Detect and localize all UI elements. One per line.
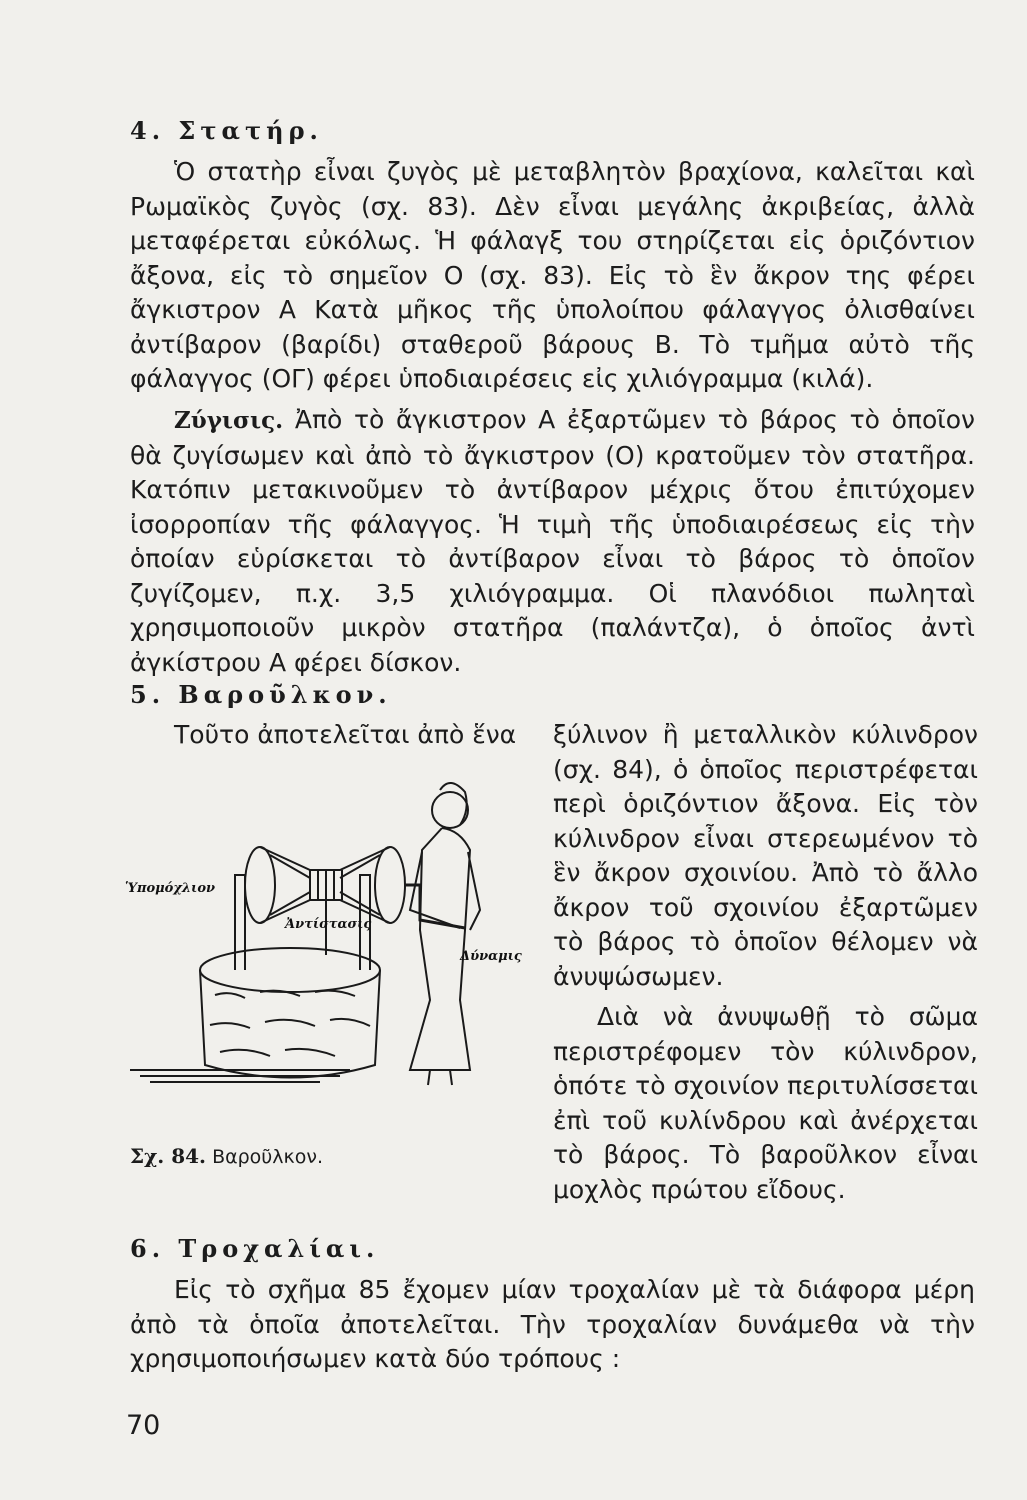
section-5-lead: Τοῦτο ἀποτελεῖται ἀπὸ ἕνα: [174, 720, 517, 749]
section-6-heading: 6. Τροχαλίαι.: [130, 1234, 380, 1263]
figure-84-caption: [130, 1144, 323, 1168]
resistance-label: Ἀντίστασις: [285, 917, 372, 932]
section-5-heading: 5. Βαροῦλκον.: [130, 680, 392, 709]
force-label: Δύναμις: [460, 949, 522, 964]
zygisis-label: Ζύγισις.: [174, 407, 284, 434]
zygisis-text: Ἀπὸ τὸ ἄγκιστρον Α ἐξαρτῶμεν τὸ βάρος τὸ ὁποῖον θὰ ζυγίσωμεν καὶ ἀπὸ τὸ ἄγκιστρον (Ο) κρατοῦμεν τὸν στατῆρα. Κατόπιν μετακινοῦμεν τὸ ἀντίβαρον μέχρις ὅτου ἐπιτύχομεν ἰσορροπίαν τῆς φάλαγγος. Ἡ τιμὴ τῆς ὑποδιαιρέσεως εἰς τὴν ὁποίαν εὑρίσκεται τὸ ἀντίβαρον εἶναι τὸ βάρος τὸ ὁποῖον ζυγίζομεν, π.χ. 3,5 χιλιόγραμμα. Οἱ πλανόδιοι πωληταὶ χρησιμοποιοῦν μικρὸν στατῆρα (παλάντζα), ὁ ὁποῖος ἀντὶ ἀγκίστρου Α φέρει δίσκον.: [130, 405, 976, 677]
section-4-paragraph-2: [130, 403, 975, 680]
section-6-paragraph-1: Εἰς τὸ σχῆμα 85 ἔχομεν μίαν τροχαλίαν μὲ τὰ διάφορα μέρη ἀπὸ τὰ ὁποῖα ἀποτελεῖται. Τὴν τροχαλίαν δυνάμεθα νὰ τὴν χρησιμοποιήσωμεν κατὰ δύο τρόπους :: [130, 1275, 975, 1373]
fulcrum-label: Ὑπομόχλιον: [125, 881, 216, 896]
section-4-paragraph-1: Ὁ στατὴρ εἶναι ζυγὸς μὲ μεταβλητὸν βραχίονα, καλεῖται καὶ Ρωμαϊκὸς ζυγὸς (σχ. 83). Δὲν εἶναι μεγάλης ἀκριβείας, ἀλλὰ μεταφέρεται εὐκόλως. Ἡ φάλαγξ του στηρίζεται εἰς ὁριζόντιον ἄξονα, εἰς τὸ σημεῖον Ο (σχ. 83). Εἰς τὸ ἓν ἄκρον της φέρει ἄγκιστρον Α Κατὰ μῆκος τῆς ὑπολοίπου φάλαγγος ὀλισθαίνει ἀντίβαρον (βαρίδι) σταθεροῦ βάρους Β. Τὸ τμῆμα αὐτὸ τῆς φάλαγγος (ΟΓ) φέρει ὑποδιαιρέσεις εἰς χιλιόγραμμα (κιλά).: [130, 157, 975, 393]
page-number: 70: [126, 1410, 161, 1441]
windlass-illustration: [120, 770, 550, 1120]
caption-number: Σχ. 84.: [130, 1144, 207, 1168]
section-4-heading: 4. Στατήρ.: [130, 116, 323, 145]
section-5-side-text-2: Διὰ νὰ ἀνυψωθῇ τὸ σῶμα περιστρέφομεν τὸν κύλινδρον, ὁπότε τὸ σχοινίον περιτυλίσσεται ἐπὶ τοῦ κυλίνδρου καὶ ἀνέρχεται τὸ βάρος. Τὸ βαροῦλκον εἶναι μοχλὸς πρώτου εἴδους.: [553, 1002, 978, 1204]
section-5-side-text-1: ξύλινον ἢ μεταλλικὸν κύλινδρον (σχ. 84), ὁ ὁποῖος περιστρέφεται περὶ ὁριζόντιον ἄξονα. Εἰς τὸν κύλινδρον εἶναι στερεωμένον τὸ ἓν ἄκρον σχοινίου. Ἀπὸ τὸ ἄλλο ἄκρον τοῦ σχοινίου ἐξαρτῶμεν τὸ βάρος τὸ ὁποῖον θέλομεν νὰ ἀνυψώσωμεν.: [553, 720, 978, 991]
caption-text: Βαροῦλκον.: [212, 1146, 324, 1168]
